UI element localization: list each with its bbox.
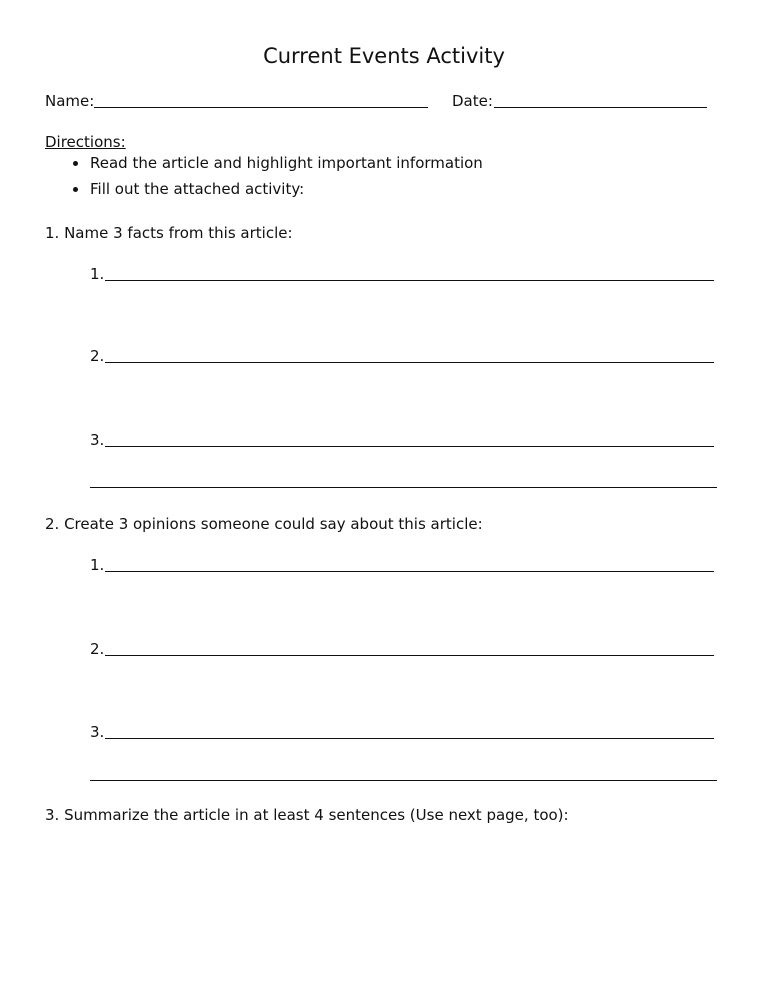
- question-3-prompt: 3. Summarize the article in at least 4 sentences (Use next page, too):: [45, 806, 569, 824]
- question-2-prompt: 2. Create 3 opinions someone could say about this article:: [45, 515, 483, 533]
- date-field-line[interactable]: [494, 107, 707, 108]
- directions-bullet-2: Fill out the attached activity:: [90, 180, 305, 198]
- q1-answer-1-label: 1.: [90, 265, 105, 283]
- q2-answer-2-line[interactable]: [105, 655, 714, 656]
- q2-answer-1-label: 1.: [90, 556, 105, 574]
- name-label: Name:: [45, 92, 95, 110]
- bullet-icon: [73, 161, 78, 166]
- q2-answer-2-label: 2.: [90, 640, 105, 658]
- page-title: Current Events Activity: [263, 44, 505, 68]
- q1-answer-2-label: 2.: [90, 347, 105, 365]
- bullet-icon: [73, 187, 78, 192]
- q2-answer-1-line[interactable]: [105, 571, 714, 572]
- q2-answer-3-line[interactable]: [105, 738, 714, 739]
- q1-extra-line[interactable]: [90, 487, 717, 488]
- q1-answer-3-line[interactable]: [105, 446, 714, 447]
- directions-heading: Directions:: [45, 133, 126, 151]
- q1-answer-2-line[interactable]: [105, 362, 714, 363]
- question-1-prompt: 1. Name 3 facts from this article:: [45, 224, 293, 242]
- name-field-line[interactable]: [94, 107, 428, 108]
- directions-bullet-1: Read the article and highlight important information: [90, 154, 483, 172]
- q2-extra-line[interactable]: [90, 780, 717, 781]
- date-label: Date:: [452, 92, 493, 110]
- q1-answer-3-label: 3.: [90, 431, 105, 449]
- q2-answer-3-label: 3.: [90, 723, 105, 741]
- q1-answer-1-line[interactable]: [105, 280, 714, 281]
